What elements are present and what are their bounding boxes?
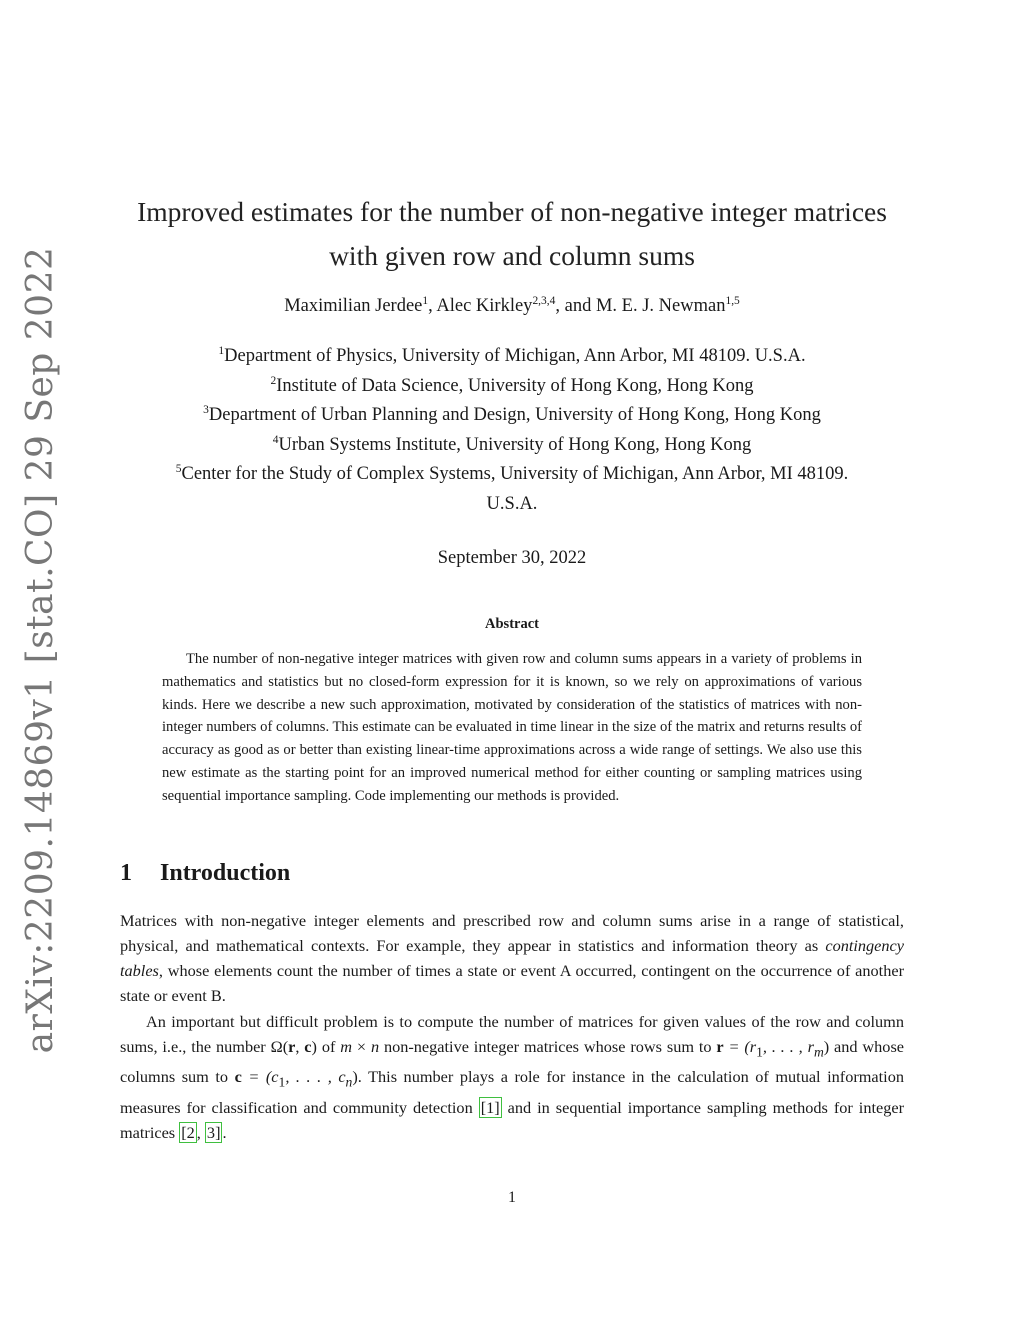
math-expression: = (r (723, 1037, 757, 1056)
affiliation-text: Urban Systems Institute, University of Hong Kong, Hong Kong (278, 434, 752, 455)
abstract-text: The number of non-negative integer matrices with given row and column sums appears in a variety of problems in mathematics and statistics but no closed-form expression for it is known, so we rely on approximations of various kinds. Here we describe a new such approximation, motivated by consideration of the statistics of matrices with non-integer numbers of columns. This estimate can be evaluated in time linear in the size of the matrix and returns results of accuracy as good as or better than existing linear-time approximations across a wide range of settings. We also use this new estimate as the starting point for an improved numerical method for either counting or sampling matrices using sequential importance sampling. Code implementing our methods is provided. (162, 651, 862, 804)
citation-separator: , (196, 1122, 205, 1142)
author-list (0, 296, 1024, 317)
math-subscript: 1 (278, 1074, 286, 1090)
author-name: M. E. J. Newman (595, 296, 726, 316)
paragraph-text: . (222, 1122, 227, 1142)
affiliation-marker: 5 (175, 463, 182, 476)
paragraph-text: This number plays a role for instance in the calculation of mutual information measures for classification and community detection (120, 1067, 904, 1117)
math-vector-c: c (234, 1067, 242, 1087)
intro-paragraph-2 (120, 1009, 904, 1145)
citation-link[interactable]: [1] (480, 1097, 500, 1117)
paper-title-line-1: Improved estimates for the number of non-negative integer matrices (137, 196, 887, 227)
affiliation-text: U.S.A. (486, 493, 538, 514)
author-affiliation-marker: 1,5 (725, 295, 740, 308)
author-name: Maximilian Jerdee (284, 296, 423, 316)
paragraph-text: and in sequential importance sampling methods for integer matrices (120, 1097, 905, 1142)
math-expression: ). (352, 1067, 362, 1087)
section-title: Introduction (160, 860, 291, 886)
affiliation-text: Institute of Data Science, University of Hong Kong, Hong Kong (276, 375, 754, 396)
abstract-heading: Abstract (485, 616, 539, 632)
math-expression: , . . . , c (285, 1067, 346, 1087)
citation-link[interactable]: 3] (206, 1122, 221, 1142)
publication-date: September 30, 2022 (437, 548, 587, 568)
paper-title (0, 190, 1024, 278)
page-number: 1 (508, 1189, 516, 1206)
affiliation-line (0, 490, 1024, 520)
affiliation-line (0, 431, 1024, 461)
author-separator: , (428, 296, 437, 316)
math-variable-m: m (340, 1037, 353, 1056)
paragraph-text: non-negative integer matrices whose rows sum to (379, 1037, 717, 1056)
affiliation-marker: 4 (272, 433, 279, 446)
math-expression: ) (823, 1037, 830, 1056)
math-expression: , . . . , r (762, 1037, 814, 1056)
affiliation-marker: 1 (218, 345, 225, 358)
math-separator: , (295, 1037, 305, 1056)
section-number: 1 (120, 860, 132, 886)
author-name: Alec Kirkley (436, 296, 533, 316)
intro-paragraph-1 (120, 908, 904, 1008)
paragraph-text: and whose columns sum to (120, 1037, 905, 1087)
math-vector-r: r (288, 1037, 296, 1056)
affiliation-text: Department of Physics, University of Michigan, Ann Arbor, MI 48109. U.S.A. (224, 346, 806, 366)
paragraph-text: An important but difficult problem is to compute the number of matrices for given values of the row and column sums, i.e., the number Ω( (120, 1012, 904, 1056)
math-vector-r: r (716, 1037, 724, 1056)
paragraph-text: Matrices with non-negative integer elements and prescribed row and column sums arise in a range of statistical, physical, and mathematical contexts. For example, they appear in statistics and information theory as (120, 911, 904, 955)
math-subscript: n (345, 1074, 353, 1090)
math-vector-c: c (304, 1037, 312, 1056)
math-subscript: m (813, 1044, 824, 1060)
affiliation-line (0, 342, 1024, 372)
math-subscript: 1 (756, 1044, 763, 1060)
paragraph-text: ) of (311, 1037, 341, 1056)
emphasized-term: contingency tables (120, 936, 904, 980)
author-affiliation-marker: 1 (422, 295, 429, 308)
arxiv-identifier-stamp: arXiv:2209.14869v1 [stat.CO] 29 Sep 2022 (19, 246, 61, 1054)
affiliation-list (0, 342, 1024, 519)
math-variable-n: n (370, 1037, 380, 1056)
affiliation-line (0, 401, 1024, 431)
math-operator: × (352, 1037, 371, 1056)
citation-link[interactable]: [2 (181, 1122, 195, 1142)
affiliation-line (0, 372, 1024, 402)
affiliation-text: Center for the Study of Complex Systems, University of Michigan, Ann Arbor, MI 48109. (181, 464, 849, 484)
paragraph-text: , whose elements count the number of times a state or event A occurred, contingent on the occurrence of another state or event B. (120, 961, 904, 1005)
affiliation-text: Department of Urban Planning and Design, University of Hong Kong, Hong Kong (208, 405, 821, 425)
author-separator: , and (555, 296, 596, 316)
author-affiliation-marker: 2,3,4 (532, 295, 556, 308)
paper-title-line-2: with given row and column sums (329, 240, 695, 271)
section-heading (120, 860, 290, 887)
affiliation-line (0, 460, 1024, 490)
affiliation-marker: 3 (203, 404, 209, 417)
affiliation-marker: 2 (270, 374, 277, 387)
math-expression: = (c (241, 1067, 279, 1087)
